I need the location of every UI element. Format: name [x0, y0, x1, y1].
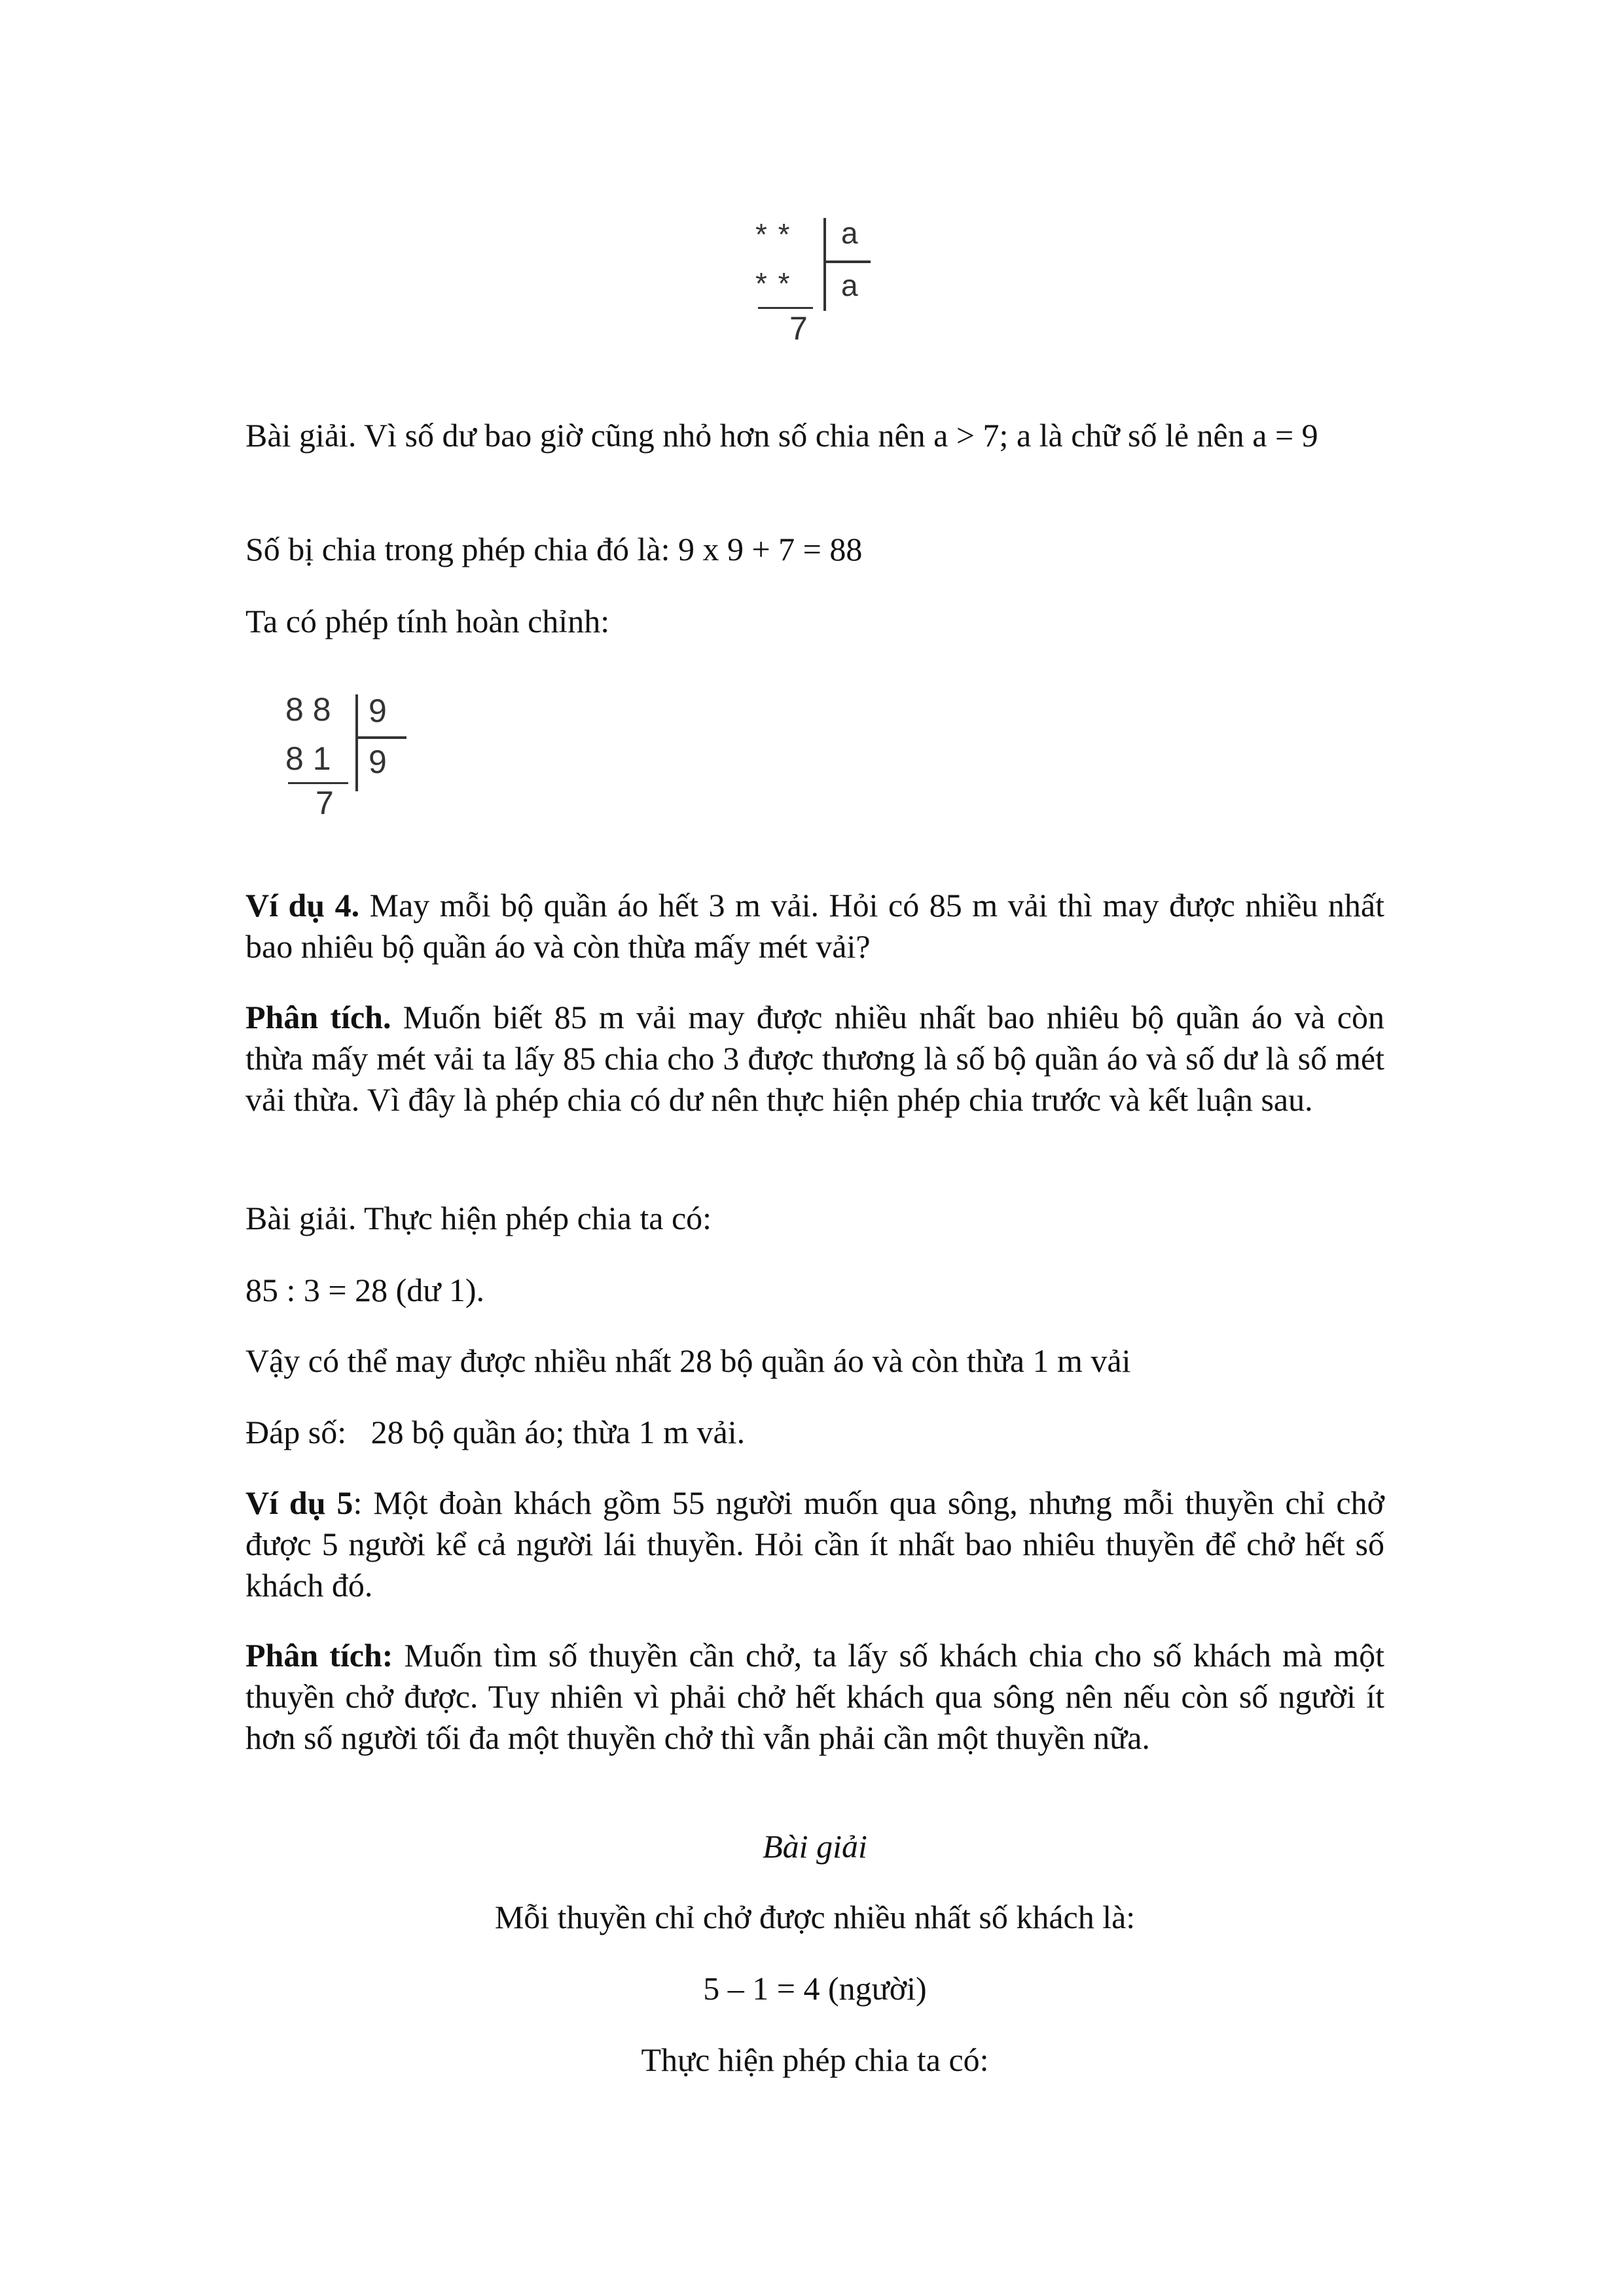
- remainder: 7: [316, 785, 334, 821]
- analysis-5-label: Phân tích:: [245, 1637, 393, 1674]
- paragraph-dividend-calc: Số bị chia trong phép chia đó là: 9 x 9 + 7 = 88: [245, 531, 863, 567]
- divisor: 9: [369, 692, 387, 729]
- divisor: a: [841, 216, 858, 250]
- division-bar: [823, 218, 826, 311]
- product: * *: [755, 266, 791, 300]
- analysis-5-text: Muốn tìm số thuyền cần chở, ta lấy số khách chia cho số khách mà một thuyền chở được. Tuy nhiên vì phải chở hết khách qua sông nên nếu còn số người ít hơn số người tối đa một thuyền chở thì vẫn phải cần một thuyền nữa.: [245, 1637, 1384, 1756]
- solution-4-line-2: 85 : 3 = 28 (dư 1).: [245, 1272, 484, 1308]
- division-diagram-1: [746, 213, 877, 357]
- subtraction-line: [758, 307, 813, 309]
- solution-4-line-3: Vậy có thể may được nhiều nhất 28 bộ quần áo và còn thừa 1 m vải: [245, 1342, 1131, 1379]
- example-5-label: Ví dụ 5: [245, 1484, 353, 1521]
- dividend: * *: [755, 217, 791, 251]
- analysis-4-text: Muốn biết 85 m vải may được nhiều nhất bao nhiêu bộ quần áo và còn thừa mấy mét vải ta lấy 85 chia cho 3 được thương là số bộ quần áo và số dư là số mét vải thừa. Vì đây là phép chia có dư nên thực hiện phép chia trước và kết luận sau.: [245, 999, 1384, 1118]
- paragraph-example-5: [245, 1482, 1384, 1606]
- dividend: 8 8: [285, 691, 331, 728]
- paragraph-analysis-5: [245, 1635, 1384, 1759]
- solution-4-answer: Đáp số: 28 bộ quần áo; thừa 1 m vải.: [245, 1414, 746, 1450]
- example-4-label: Ví dụ 4.: [245, 887, 360, 924]
- example-4-text: May mỗi bộ quần áo hết 3 m vải. Hỏi có 85 m vải thì may được nhiều nhất bao nhiêu bộ quần áo và còn thừa mấy mét vải?: [245, 887, 1384, 965]
- solution-label: Bài giải.: [245, 417, 357, 454]
- division-diagram-2: [280, 691, 418, 834]
- analysis-4-label: Phân tích.: [245, 999, 391, 1035]
- remainder: 7: [789, 310, 808, 347]
- quotient: a: [841, 268, 858, 302]
- solution-text: Vì số dư bao giờ cũng nhỏ hơn số chia nên a > 7; a là chữ số lẻ nên a = 9: [356, 417, 1318, 454]
- solution-4-line-1: Bài giải. Thực hiện phép chia ta có:: [245, 1200, 712, 1236]
- quotient: 9: [369, 744, 387, 780]
- divisor-underline: [355, 736, 406, 739]
- solution-5-heading: Bài giải: [763, 1828, 867, 1865]
- solution-5-line-1: Mỗi thuyền chỉ chở được nhiều nhất số khách là:: [494, 1899, 1136, 1935]
- solution-5-line-2: 5 – 1 = 4 (người): [703, 1970, 927, 2007]
- paragraph-example-4: [245, 885, 1384, 967]
- divisor-underline: [823, 260, 871, 263]
- product: 8 1: [285, 740, 331, 777]
- paragraph-complete-op: Ta có phép tính hoàn chỉnh:: [245, 603, 610, 639]
- division-bar: [355, 694, 358, 791]
- paragraph-analysis-4: [245, 997, 1384, 1121]
- paragraph-solution-1: [245, 415, 1384, 456]
- solution-5-line-3: Thực hiện phép chia ta có:: [641, 2041, 989, 2078]
- example-5-text: : Một đoàn khách gồm 55 người muốn qua sông, nhưng mỗi thuyền chỉ chở được 5 người kể cả người lái thuyền. Hỏi cần ít nhất bao nhiêu thuyền để chở hết số khách đó.: [245, 1484, 1384, 1604]
